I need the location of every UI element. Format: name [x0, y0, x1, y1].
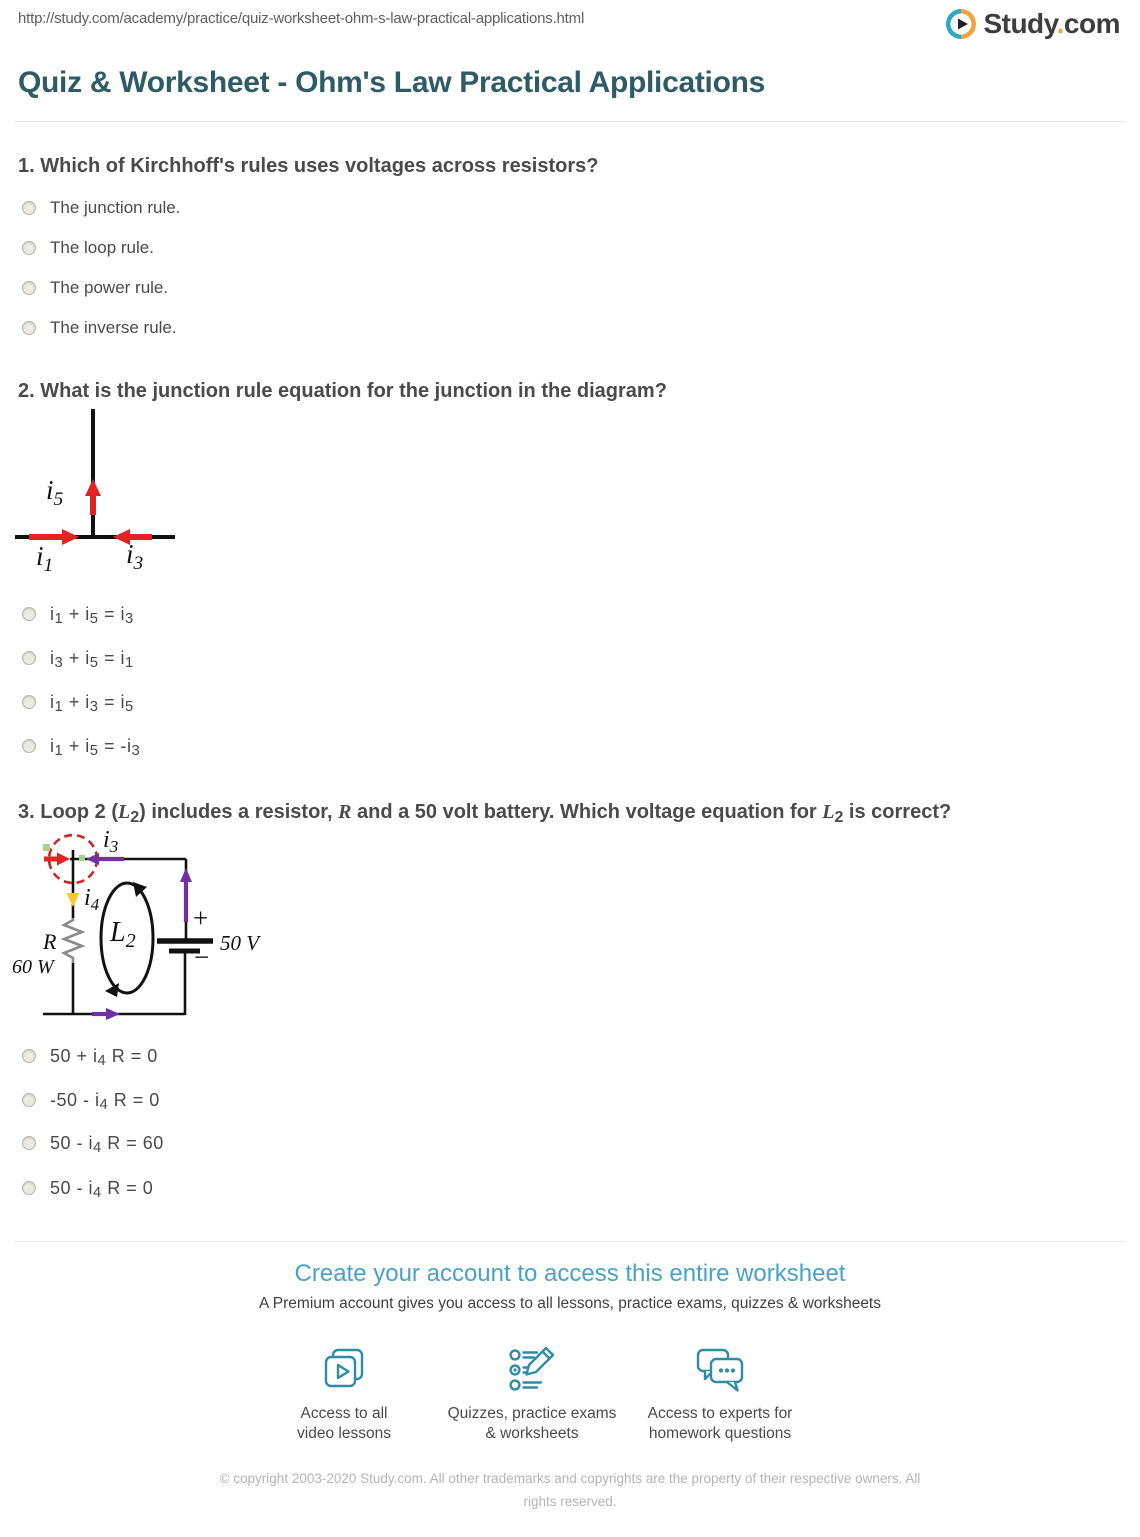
resistor-symbol [64, 918, 82, 963]
label-minus: − [194, 942, 210, 972]
radio-button[interactable] [22, 321, 36, 335]
label-i4: $i_4$ [84, 885, 100, 915]
radio-button[interactable] [22, 1136, 36, 1150]
option-label[interactable]: The loop rule. [50, 238, 154, 257]
copyright-text: © copyright 2003-2020 Study.com. All other trademarks and copyrights are the property of their respective owners. All rights reserved. [219, 1471, 921, 1509]
label-50v: 50 V [220, 931, 260, 955]
q1-option-1[interactable] [22, 198, 180, 218]
label-i3: $i_3$ [103, 827, 119, 857]
option-label[interactable]: $-50 - i_4$ R = 0 [50, 1089, 160, 1113]
quizzes-worksheets-icon [507, 1342, 557, 1398]
question-1-heading: 1. Which of Kirchhoff's rules uses voltages across resistors? [18, 155, 599, 177]
option-label[interactable]: The junction rule. [50, 198, 181, 217]
radio-button[interactable] [22, 281, 36, 295]
q3-option-1[interactable] [22, 1045, 158, 1069]
current-arrow-i5 [85, 479, 101, 515]
footer-heading: Create your account to access this entire worksheet [294, 1260, 846, 1287]
q2-option-2[interactable] [22, 647, 134, 671]
green-marker [43, 844, 50, 851]
green-marker [79, 855, 85, 861]
label-i1: $i_1$ [36, 541, 54, 576]
benefit-video [250, 1342, 438, 1445]
q1-option-3[interactable] [22, 278, 168, 298]
radio-button[interactable] [22, 739, 36, 753]
q2-option-1[interactable] [22, 603, 134, 627]
option-label[interactable]: $i_1 + i_5 = -i_3$ [50, 735, 141, 759]
option-label[interactable]: The power rule. [50, 278, 169, 297]
q1-option-2[interactable] [22, 238, 154, 258]
q3-option-4[interactable] [22, 1177, 154, 1201]
option-label[interactable]: $50 + i_4$ R = 0 [50, 1045, 158, 1069]
benefit-quizzes [438, 1342, 626, 1445]
current-arrow-i4 [67, 868, 80, 907]
radio-button[interactable] [22, 607, 36, 621]
title-divider [15, 121, 1125, 122]
option-label[interactable]: The inverse rule. [50, 318, 177, 337]
current-arrow-bottom [92, 1008, 120, 1020]
video-lessons-icon [318, 1342, 370, 1398]
benefit-label: Access to experts for homework questions [647, 1405, 793, 1443]
radio-button[interactable] [22, 651, 36, 665]
q2-option-3[interactable] [22, 691, 134, 715]
option-label[interactable]: $i_1 + i_3 = i_5$ [50, 691, 134, 715]
page-title: Quiz & Worksheet - Ohm's Law Practical Applications [18, 66, 766, 99]
studycom-logo[interactable] [945, 8, 1120, 40]
current-arrow-up [180, 868, 192, 922]
option-label[interactable]: $i_1 + i_5 = i_3$ [50, 603, 134, 627]
experts-chat-icon [694, 1342, 746, 1398]
q3-option-2[interactable] [22, 1089, 160, 1113]
url-bar: http://study.com/academy/practice/quiz-worksheet-ohm-s-law-practical-applications.html [18, 10, 585, 27]
benefit-label: Access to all video lessons [297, 1405, 391, 1443]
question-2-heading: 2. What is the junction rule equation for the junction in the diagram? [18, 380, 667, 402]
footer-subheading: A Premium account gives you access to all lessons, practice exams, quizzes & worksheets [259, 1295, 881, 1312]
circuit-diagram [0, 827, 300, 1042]
junction-diagram-svg [0, 403, 200, 593]
radio-button[interactable] [22, 1181, 36, 1195]
q2-option-4[interactable] [22, 735, 141, 759]
radio-button[interactable] [22, 201, 36, 215]
question-3-heading: 3. Loop 2 $(L_2)$ includes a resistor, R and a 50 volt battery. Which voltage equation for $L_2$ is correct? [18, 801, 952, 826]
q3-option-3[interactable] [22, 1132, 164, 1156]
label-resistance: R [43, 929, 57, 954]
label-i5: $i_5$ [46, 475, 64, 510]
radio-button[interactable] [22, 695, 36, 709]
logo-wordmark: Study.com [983, 8, 1120, 39]
option-label[interactable]: $i_3 + i_5 = i_1$ [50, 647, 134, 671]
label-l2: $L_2$ [110, 917, 136, 953]
incoming-current-arrow [44, 853, 70, 866]
studycom-logo-icon [945, 8, 977, 40]
label-plus: + [193, 903, 209, 933]
benefit-experts [626, 1342, 814, 1445]
radio-button[interactable] [22, 241, 36, 255]
q1-option-4[interactable] [22, 318, 177, 338]
footer-divider [15, 1241, 1125, 1242]
junction-diagram [0, 403, 200, 593]
option-label[interactable]: $50 - i_4$ R = 60 [50, 1132, 164, 1156]
radio-button[interactable] [22, 1049, 36, 1063]
label-i3: $i_3$ [126, 539, 144, 574]
benefits-row [250, 1342, 814, 1445]
option-label[interactable]: $50 - i_4$ R = 0 [50, 1177, 154, 1201]
label-60w: 60 W [12, 956, 54, 978]
benefit-label: Quizzes, practice exams & worksheets [447, 1405, 617, 1443]
radio-button[interactable] [22, 1093, 36, 1107]
